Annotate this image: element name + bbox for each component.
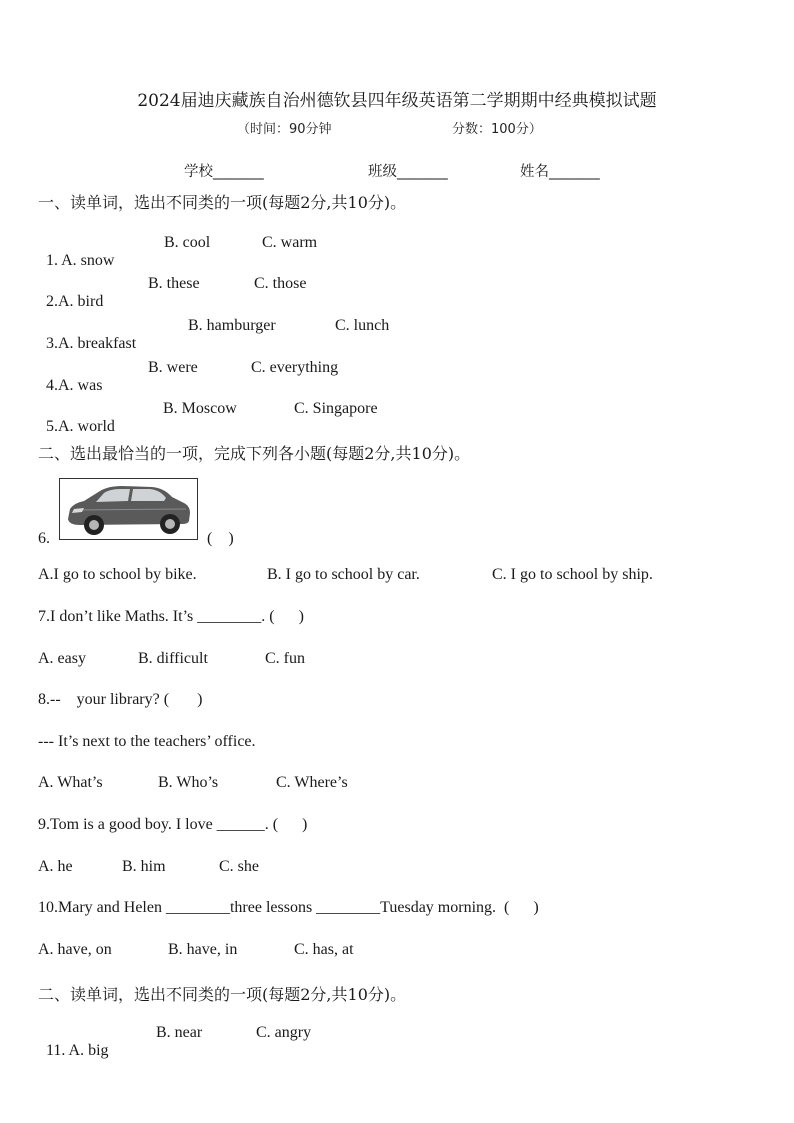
exam-title: 2024届迪庆藏族自治州德钦县四年级英语第二学期期中经典模拟试题 — [137, 91, 657, 111]
option-a: A. easy — [38, 650, 86, 667]
option-a: A. he — [38, 858, 73, 875]
option-b: B. him — [122, 858, 166, 875]
school-field: 学校_______ — [184, 164, 264, 180]
question-1 — [38, 234, 114, 270]
option-c: C. she — [219, 858, 259, 875]
question-number: 5. — [46, 418, 58, 435]
option-b: B. difficult — [138, 650, 208, 667]
option-c: C. fun — [265, 650, 305, 667]
question-4 — [38, 359, 102, 395]
option-c: C. those — [254, 275, 307, 292]
question-7-stem: 7.I don’t like Maths. It’s ________. ( ) — [38, 608, 304, 625]
option-a: A.I go to school by bike. — [38, 566, 197, 583]
option-a: A. breakfast — [58, 335, 137, 352]
section-heading-2: 二、选出最恰当的一项，完成下列各小题(每题2分,共10分)。 — [38, 444, 471, 463]
option-a: A. big — [68, 1042, 109, 1059]
option-c: C. Singapore — [294, 400, 378, 417]
option-a: A. bird — [58, 293, 104, 310]
option-a: A. snow — [61, 252, 115, 269]
class-field: 班级_______ — [368, 164, 448, 180]
question-number: 4. — [46, 377, 58, 394]
option-b: B. were — [148, 359, 198, 376]
score-info: 分数：100分） — [452, 122, 542, 137]
question-3 — [38, 317, 136, 353]
car-icon — [60, 479, 197, 539]
option-b: B. have, in — [168, 941, 238, 958]
question-8-stem: 8.-- your library? ( ) — [38, 691, 203, 708]
option-c: C. Where’s — [276, 774, 348, 791]
question-2 — [38, 275, 103, 311]
question-9-stem: 9.Tom is a good boy. I love ______. ( ) — [38, 816, 308, 833]
option-a: A. world — [58, 418, 115, 435]
option-b: B. near — [156, 1024, 203, 1041]
option-c: C. warm — [262, 234, 318, 251]
question-8-answer: --- It’s next to the teachers’ office. — [38, 733, 256, 750]
option-a: A. was — [58, 377, 103, 394]
option-b: B. hamburger — [188, 317, 276, 334]
option-c: C. I go to school by ship. — [492, 566, 653, 583]
option-c: C. everything — [251, 359, 339, 376]
name-field: 姓名_______ — [520, 164, 600, 180]
option-a: A. have, on — [38, 941, 112, 958]
question-number: 2. — [46, 293, 58, 310]
question-10-stem: 10.Mary and Helen ________three lessons ________Tuesday morning. ( ) — [38, 899, 539, 916]
question-number: 1. — [46, 252, 62, 269]
question-11 — [38, 1024, 109, 1060]
section-heading-3: 二、读单词，选出不同类的一项(每题2分,共10分)。 — [38, 985, 407, 1004]
question-6-number: 6. — [38, 530, 50, 547]
option-b: B. cool — [164, 234, 211, 251]
question-5 — [38, 400, 115, 436]
question-number: 11. — [46, 1042, 69, 1059]
option-c: C. lunch — [335, 317, 390, 334]
option-a: A. What’s — [38, 774, 103, 791]
question-number: 3. — [46, 335, 58, 352]
option-c: C. angry — [256, 1024, 312, 1041]
answer-paren: ( ) — [207, 530, 234, 547]
option-c: C. has, at — [294, 941, 354, 958]
option-b: B. these — [148, 275, 200, 292]
time-info: （时间：90分钟 — [237, 122, 332, 137]
option-b: B. Who’s — [158, 774, 219, 791]
section-heading-1: 一、读单词，选出不同类的一项(每题2分,共10分)。 — [38, 193, 407, 212]
car-image — [59, 478, 198, 540]
option-b: B. I go to school by car. — [267, 566, 420, 583]
option-b: B. Moscow — [163, 400, 237, 417]
